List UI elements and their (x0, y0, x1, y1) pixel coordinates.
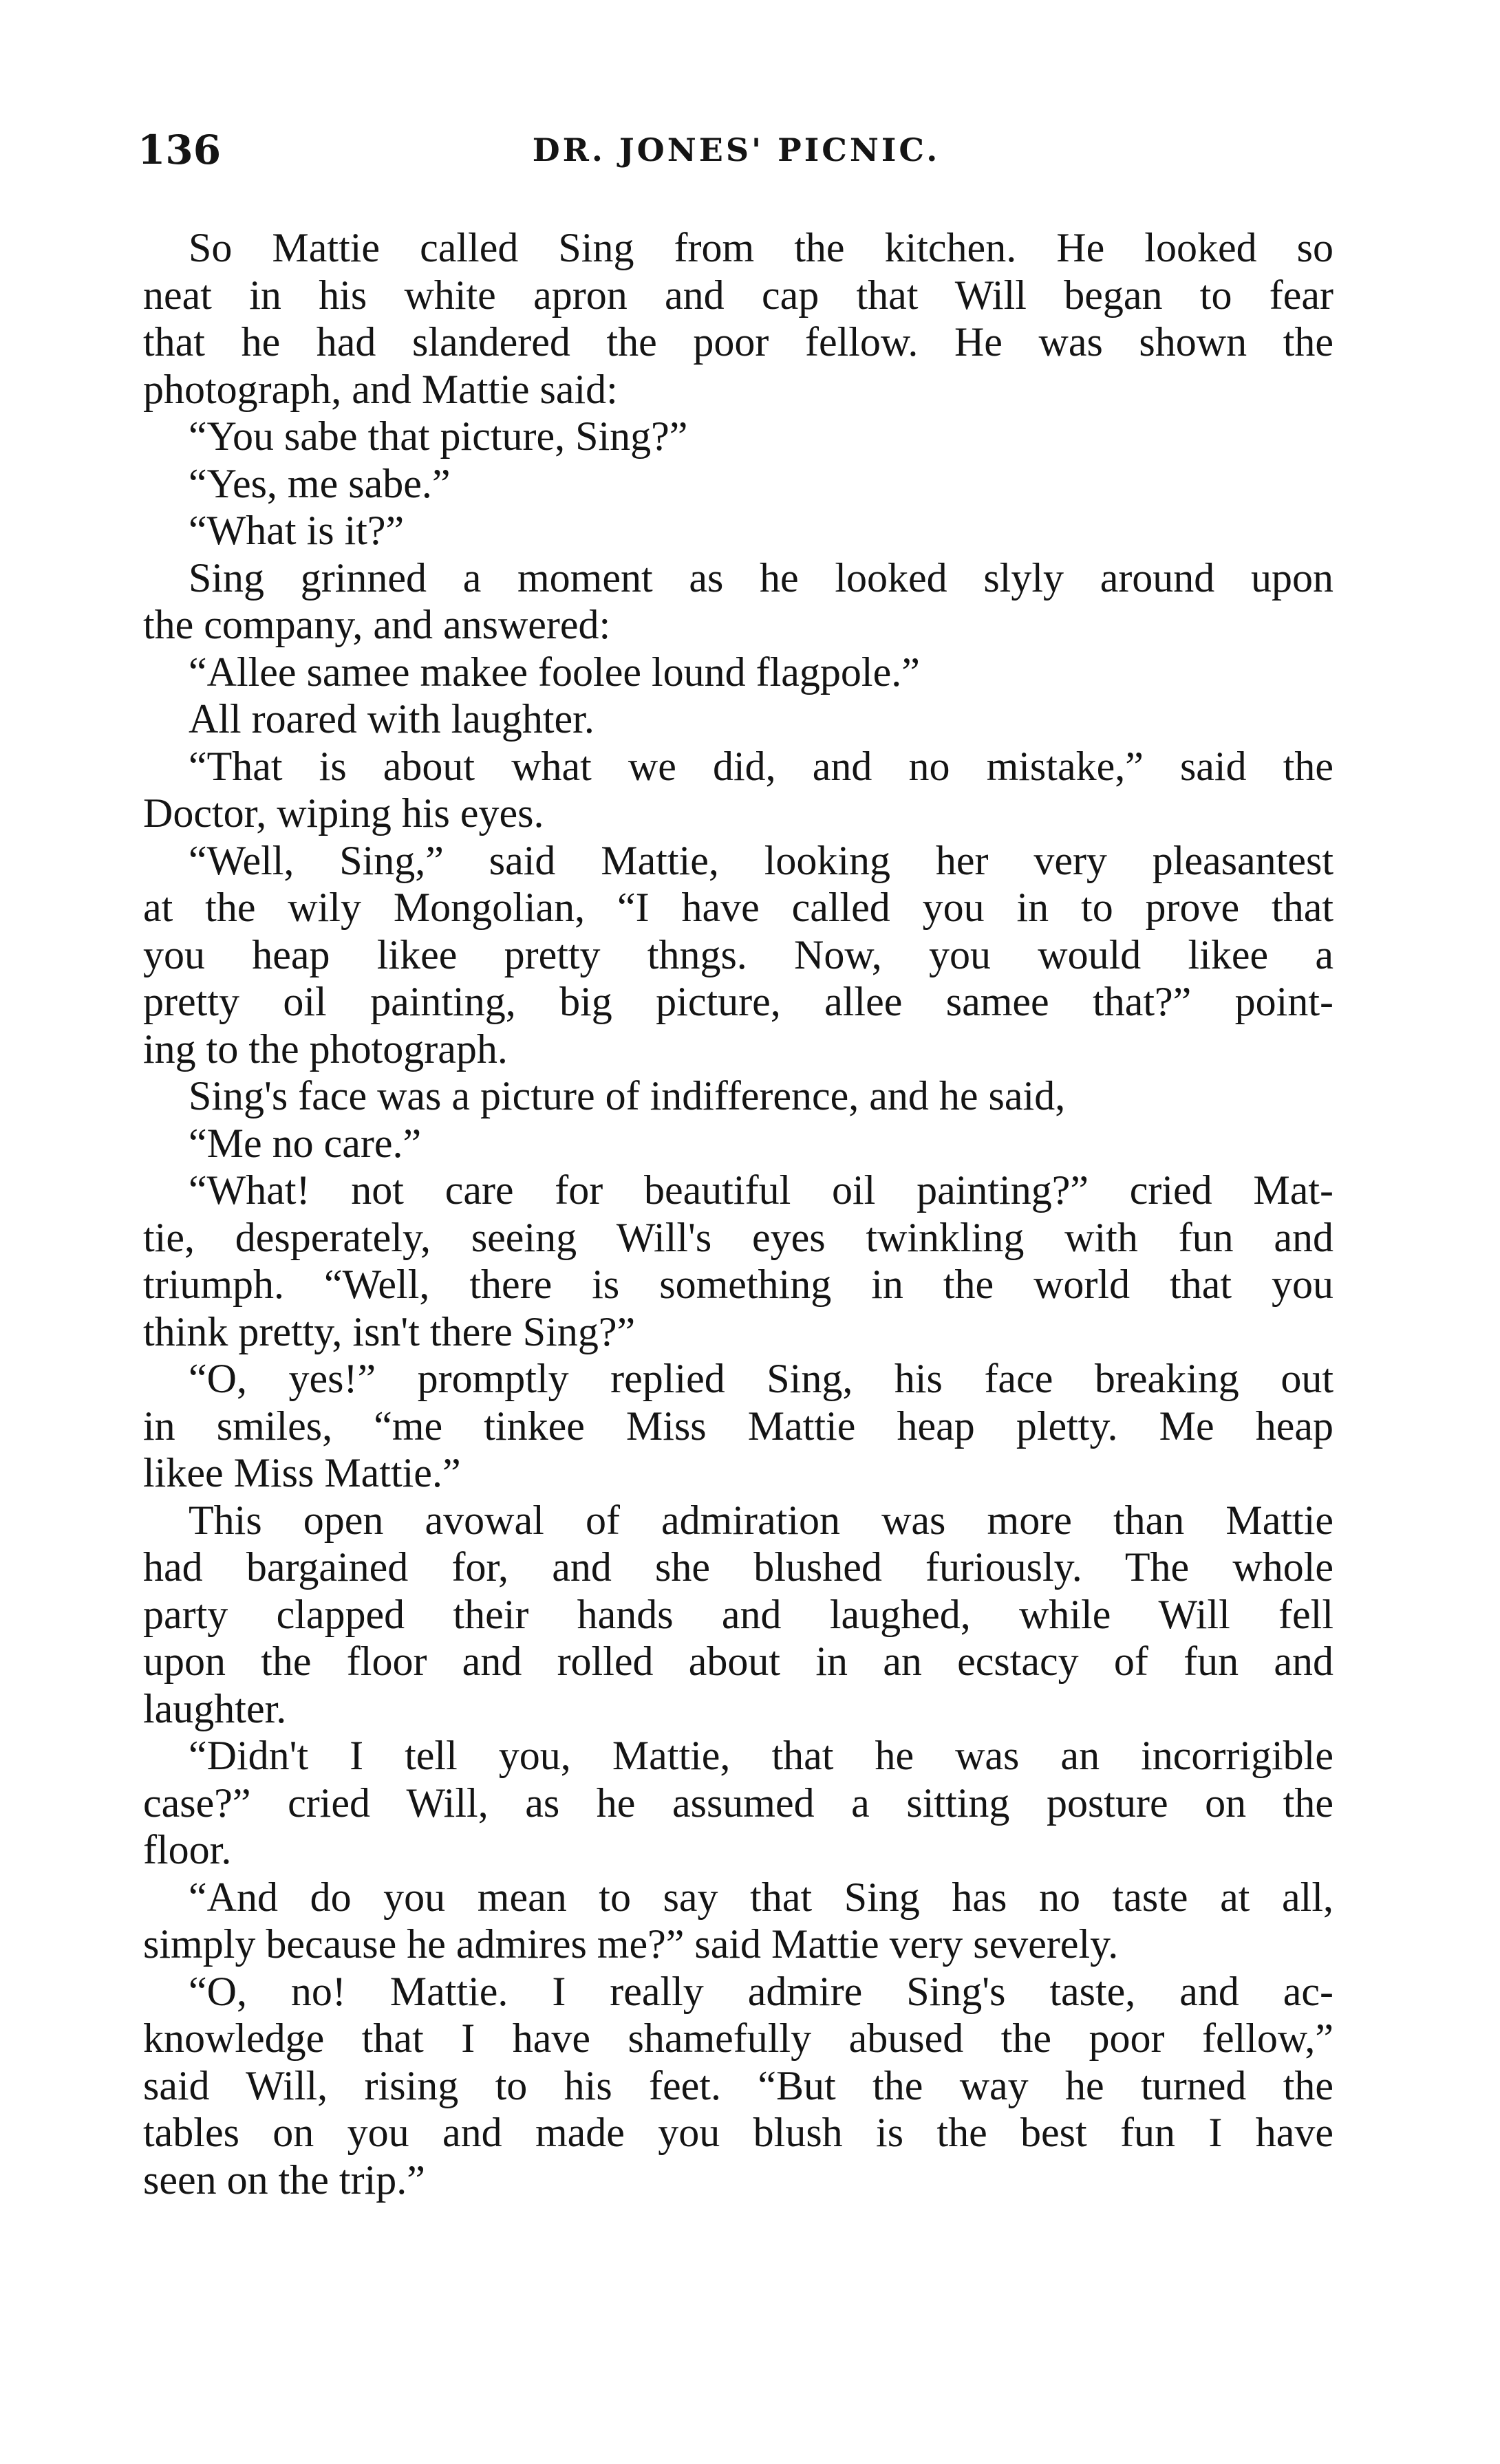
text-line: triumph. “Well, there is something in the world that you (143, 1262, 1333, 1307)
text-line: “Allee samee makee foolee lound flagpole.” (189, 649, 920, 695)
text-line: “Didn't I tell you, Mattie, that he was an incorrigible (189, 1733, 1333, 1778)
text-line: “O, no! Mattie. I really admire Sing's taste, and ac- (189, 1968, 1333, 2014)
page-body-text (143, 224, 1333, 2203)
text-line: simply because he admires me?” said Mattie very severely. (143, 1921, 1119, 1967)
text-line: think pretty, isn't there Sing?” (143, 1308, 636, 1354)
text-line: All roared with laughter. (189, 696, 594, 742)
text-line: “Me no care.” (189, 1120, 422, 1166)
paragraph (143, 1120, 1333, 1167)
text-line: neat in his white apron and cap that Will began to fear (143, 272, 1333, 318)
text-line: said Will, rising to his feet. “But the way he turned the (143, 2062, 1333, 2108)
text-line: floor. (143, 1827, 232, 1872)
text-line: “Yes, me sabe.” (189, 460, 451, 506)
paragraph (143, 695, 1333, 743)
text-line: “O, yes!” promptly replied Sing, his face breaking out (189, 1356, 1333, 1401)
text-line: ing to the photograph. (143, 1026, 508, 1072)
paragraph (143, 649, 1333, 696)
text-line: laughter. (143, 1685, 287, 1731)
paragraph (143, 743, 1333, 837)
paragraph (143, 1497, 1333, 1733)
page-header (138, 122, 1335, 177)
text-line: This open avowal of admiration was more than Mattie (189, 1497, 1333, 1543)
text-line: likee Miss Mattie.” (143, 1450, 461, 1495)
paragraph (143, 460, 1333, 508)
paragraph (143, 837, 1333, 1073)
text-line: knowledge that I have shamefully abused the poor fellow,” (143, 2015, 1333, 2061)
text-line: So Mattie called Sing from the kitchen. He looked so (189, 225, 1333, 270)
text-line: “You sabe that picture, Sing?” (189, 413, 688, 459)
paragraph (143, 1167, 1333, 1355)
text-line: tables on you and made you blush is the best fun I have (143, 2110, 1333, 2155)
paragraph (143, 554, 1333, 649)
text-line: pretty oil painting, big picture, allee samee that?” point- (143, 979, 1333, 1024)
text-line: “What! not care for beautiful oil painting?” cried Mat- (189, 1167, 1333, 1213)
text-line: that he had slandered the poor fellow. He was shown the (143, 319, 1333, 365)
paragraph (143, 1874, 1333, 1968)
text-line: case?” cried Will, as he assumed a sitting posture on the (143, 1780, 1333, 1826)
text-line: upon the floor and rolled about in an ecstacy of fun and (143, 1639, 1333, 1684)
text-line: at the wily Mongolian, “I have called you in to prove that (143, 885, 1333, 930)
text-line: had bargained for, and she blushed furiously. The whole (143, 1544, 1333, 1590)
text-line: in smiles, “me tinkee Miss Mattie heap pletty. Me heap (143, 1403, 1333, 1449)
text-line: Sing's face was a picture of indifference, and he said, (189, 1073, 1066, 1118)
text-line: Doctor, wiping his eyes. (143, 790, 544, 836)
text-line: photograph, and Mattie said: (143, 366, 618, 412)
text-line: party clapped their hands and laughed, while Will fell (143, 1591, 1333, 1637)
paragraph (143, 507, 1333, 554)
paragraph (143, 224, 1333, 413)
text-line: Sing grinned a moment as he looked slyly around upon (189, 554, 1333, 601)
paragraph (143, 1968, 1333, 2204)
paragraph (143, 1732, 1333, 1874)
page-number: 136 (138, 127, 222, 173)
text-line: seen on the trip.” (143, 2157, 425, 2203)
text-line: the company, and answered: (143, 602, 611, 647)
text-line: “Well, Sing,” said Mattie, looking her very pleasantest (189, 837, 1333, 883)
text-line: “What is it?” (189, 508, 405, 553)
running-title: DR. JONES' PICNIC. (532, 131, 941, 169)
text-line: “And do you mean to say that Sing has no taste at all, (189, 1874, 1333, 1920)
text-line: tie, desperately, seeing Will's eyes twinkling with fun and (143, 1214, 1333, 1260)
paragraph (143, 1355, 1333, 1497)
paragraph (143, 1072, 1333, 1120)
text-line: “That is about what we did, and no mistake,” said the (189, 743, 1333, 789)
paragraph (143, 413, 1333, 460)
text-line: you heap likee pretty thngs. Now, you would likee a (143, 931, 1333, 977)
